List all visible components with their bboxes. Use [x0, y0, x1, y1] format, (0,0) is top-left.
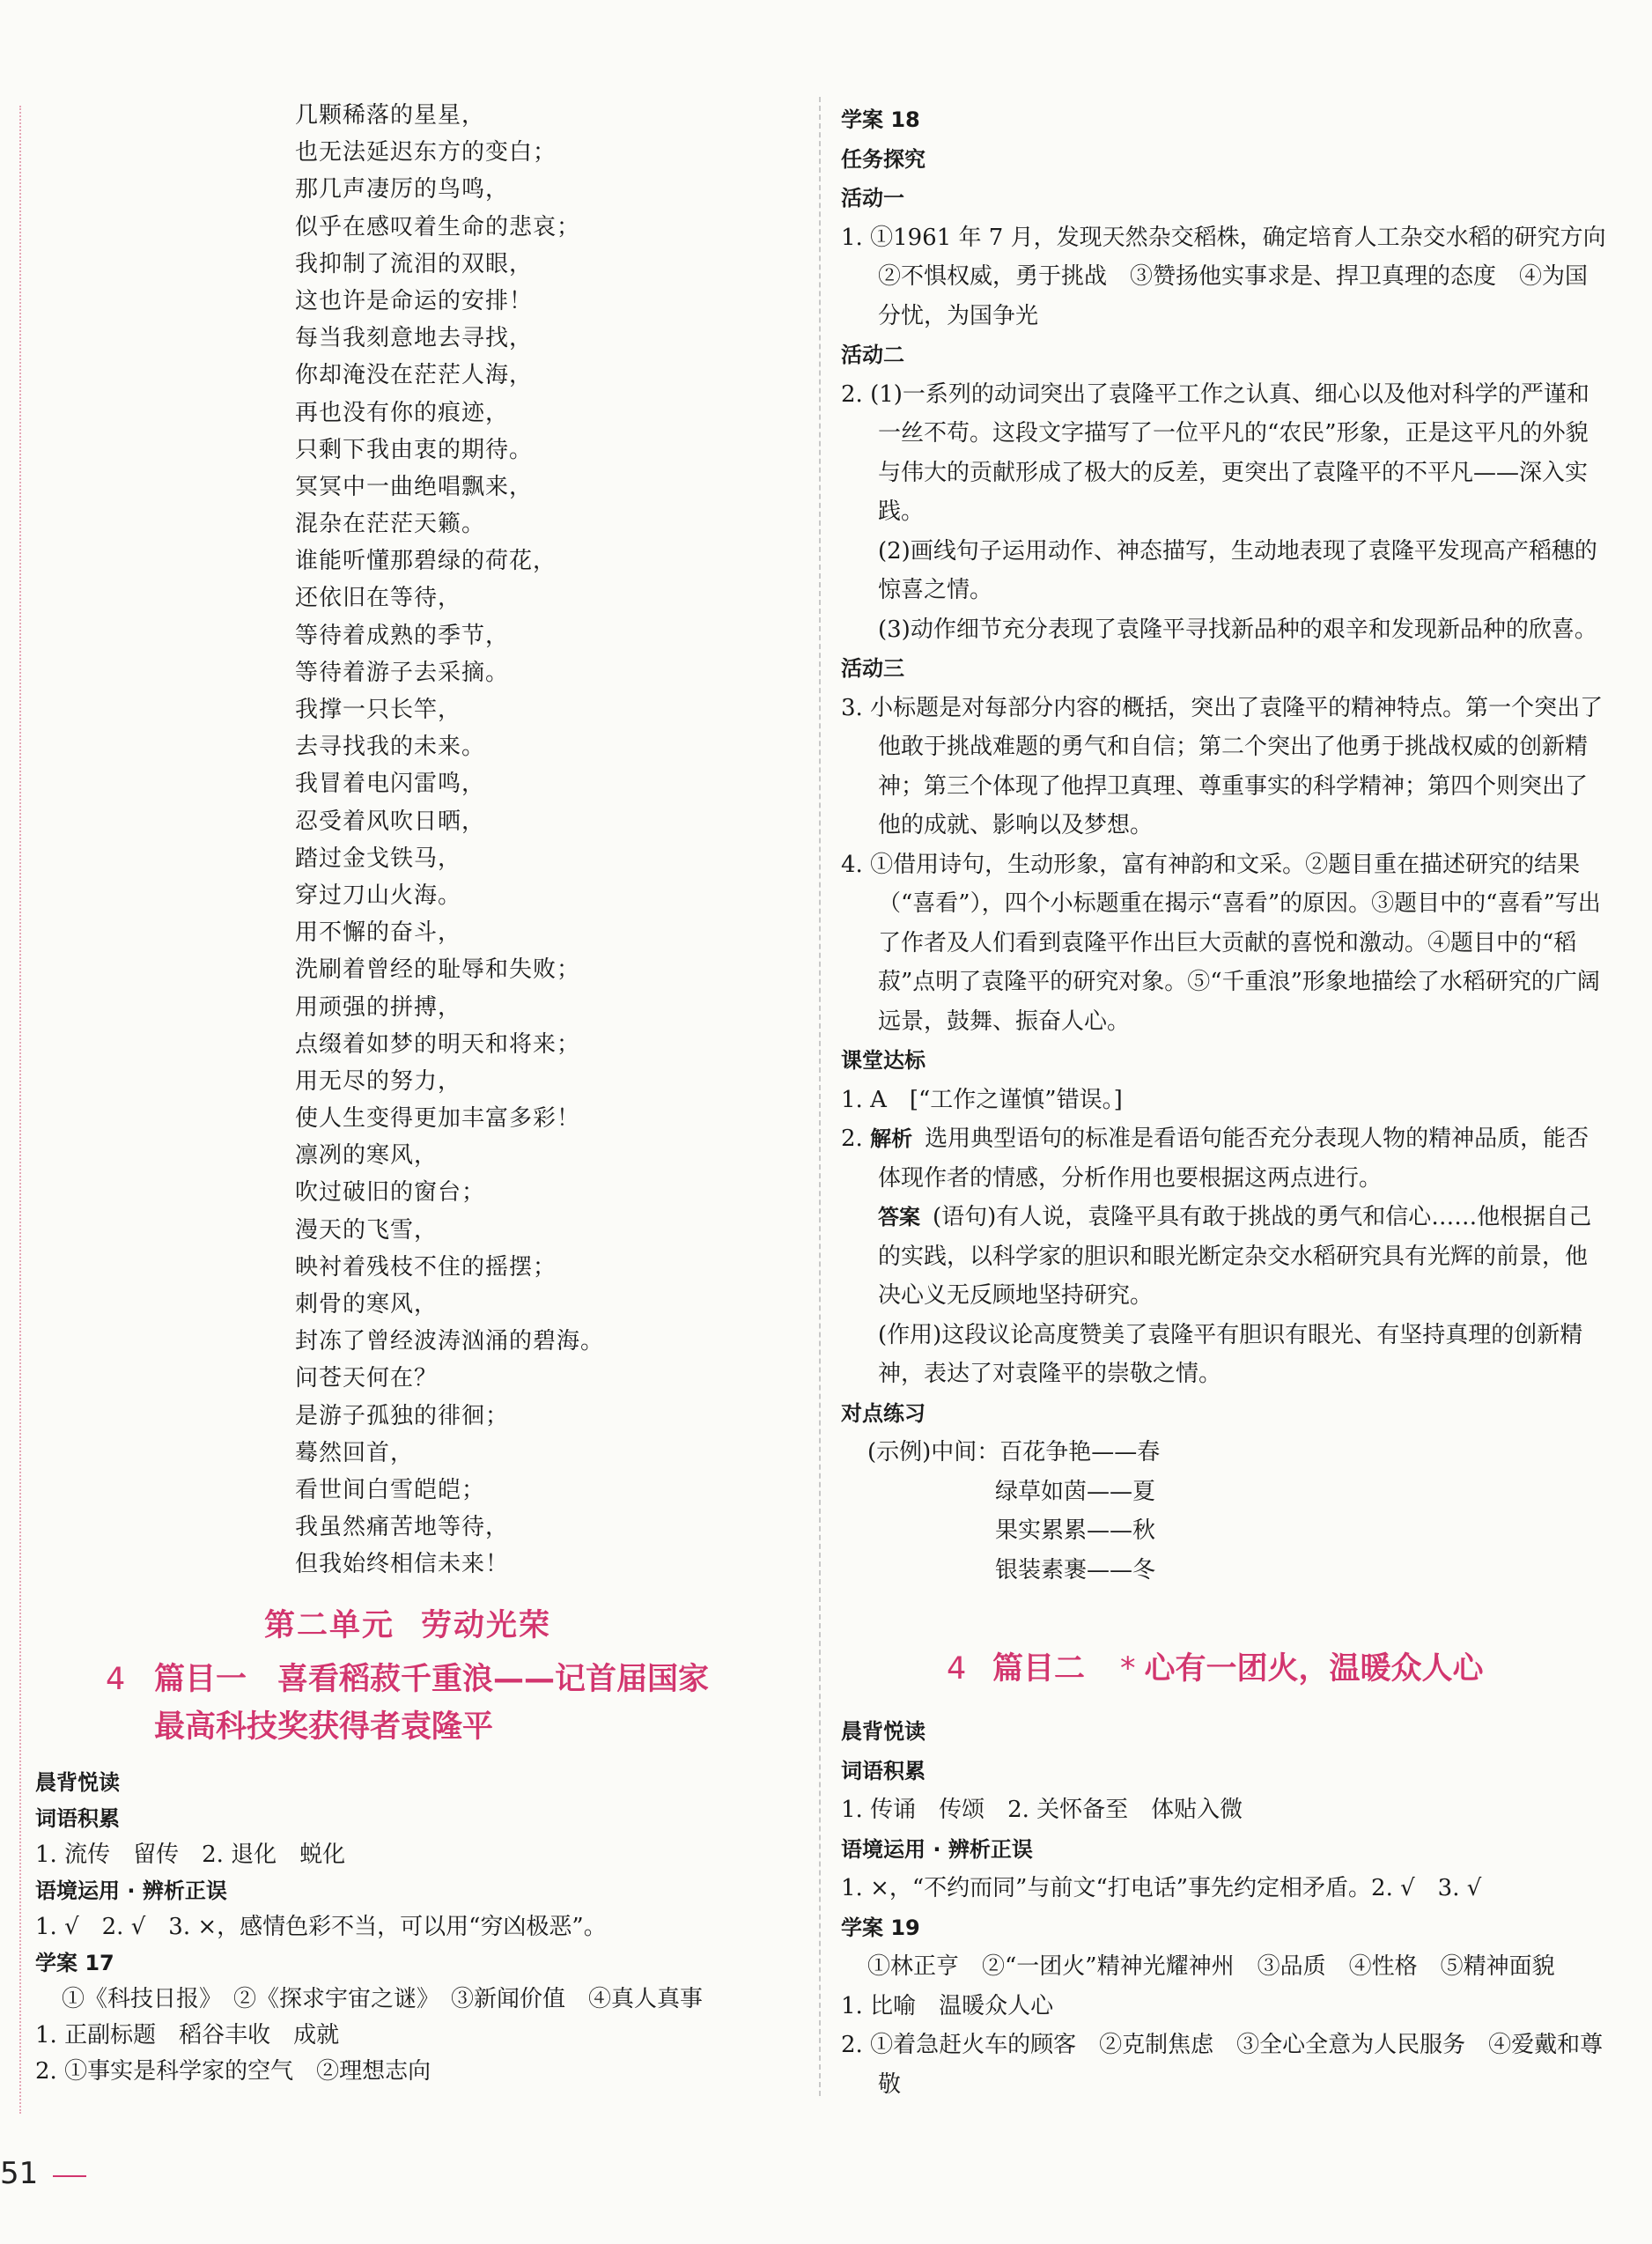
answer-paragraph: 3. 小标题是对每部分内容的概括，突出了袁隆平的精神特点。第一个突出了他敢于挑战难题的勇气和自信；第二个突出了他勇于挑战权威的创新精神；第三个体现了他捍卫真理、尊重事实的科学精神；第四个则突出了他的成就、影响以及梦想。	[841, 694, 1604, 838]
column-divider	[819, 97, 821, 2096]
answer-line: 1. ①1961 年 7 月，发现天然杂交稻株，确定培育人工杂交水稻的研究方向	[841, 224, 1606, 251]
poem-line: 漫天的飞雪，	[295, 1216, 439, 1244]
answer-line: 1. √ 2. √ 3. ×，感情色彩不当，可以用“穷凶极恶”。	[35, 1914, 607, 1940]
answer-line: 2. ①着急赶火车的顾客 ②克制焦虑 ③全心全意为人民服务 ④爱戴和尊敬	[841, 2032, 1604, 2098]
poem-line: 穿过刀山火海。	[295, 882, 462, 909]
poem-line: 似乎在感叹着生命的悲哀；	[295, 213, 581, 240]
lesson-4-part2-title	[947, 1645, 1616, 1693]
answer-line: ②不惧权威，勇于挑战 ③赞扬他实事求是、捍卫真理的态度 ④为国	[878, 263, 1589, 290]
answer-text: (语句)有人说，袁隆平具有敢于挑战的勇气和信心……他根据自己的实践，以科学家的胆识和眼光断定杂交水稻研究具有光辉的前景，他决心义无反顾地坚持研究。	[878, 1204, 1592, 1309]
poem-line: 用顽强的拼搏，	[295, 993, 462, 1021]
poem-line: 吹过破旧的窗台；	[295, 1179, 486, 1207]
poem-line: 用无尽的努力，	[295, 1067, 462, 1095]
poem-line: 映衬着残枝不住的摇摆；	[295, 1253, 557, 1281]
poem-line: 每当我刻意地去寻找，	[295, 325, 534, 352]
poem-line: 等待着游子去采摘。	[295, 659, 510, 686]
poem-line: 我撑一只长竿，	[295, 697, 462, 723]
poem	[295, 97, 788, 1583]
study-case-heading: 学案 17	[35, 1951, 114, 1975]
lesson-title-line2: 最高科技奖获得者袁隆平	[154, 1709, 494, 1745]
study-case-heading: 学案 19	[841, 1915, 920, 1940]
section-heading: 任务探究	[841, 146, 926, 172]
example-item: 绿草如茵——夏	[995, 1478, 1156, 1505]
analysis-tag: 解析	[870, 1126, 913, 1151]
answer-line: 1. 比喻 温暖众人心	[841, 1992, 1054, 2019]
page-number: 51	[0, 2156, 39, 2191]
poem-line: 冥冥中一曲绝唱飘来，	[295, 473, 534, 500]
poem-line: 是游子孤独的徘徊；	[295, 1402, 510, 1429]
example-line	[841, 1433, 1607, 1473]
activity-heading: 活动二	[841, 343, 904, 367]
answer-line: 1. ×，“不约而同”与前文“打电话”事先约定相矛盾。2. √ 3. √	[841, 1875, 1482, 1901]
answer-tag: 答案	[878, 1205, 920, 1229]
section-heading: 语境运用 · 辨析正误	[35, 1879, 227, 1903]
example-item: 百花争艳——春	[999, 1439, 1161, 1465]
poem-line: 还依旧在等待，	[295, 585, 462, 612]
lesson-number: 4	[106, 1662, 126, 1697]
answer-paragraph	[841, 1198, 1607, 1316]
poem-line: 问苍天何在？	[295, 1365, 439, 1392]
section-heading: 词语积累	[841, 1758, 926, 1783]
section-heading: 课堂达标	[841, 1048, 926, 1073]
lesson-part: 篇目二	[992, 1651, 1086, 1687]
page-number-dash	[53, 2175, 86, 2177]
poem-line: 踏过金戈铁马，	[295, 845, 462, 872]
answer-paragraph: (2)画线句子运用动作、神态描写，生动地表现了袁隆平发现高产稻穗的惊喜之情。	[878, 537, 1597, 603]
poem-line: 蓦然回首，	[295, 1439, 415, 1466]
analysis-text: 选用典型语句的标准是看语句能否充分表现人物的精神品质，能否体现作者的情感，分析作用也要根据这两点进行。	[878, 1126, 1589, 1192]
poem-line: 洗刷着曾经的耻辱和失败；	[295, 956, 581, 984]
poem-line: 这也许是命运的安排！	[295, 287, 534, 314]
section-heading: 晨背悦读	[35, 1770, 120, 1795]
analysis-paragraph	[841, 1119, 1607, 1198]
unit-number: 第二单元	[264, 1608, 395, 1643]
left-bottom-section	[35, 1765, 793, 2090]
answer-line: ①林正亨 ②“一团火”精神光耀神州 ③品质 ④性格 ⑤精神面貌	[867, 1953, 1555, 1980]
right-bottom-section	[841, 1712, 1607, 2104]
unit-name: 劳动光荣	[421, 1608, 552, 1643]
answer-line: 1. 正副标题 稻谷丰收 成就	[35, 2022, 340, 2048]
poem-line: 那几声凄厉的鸟鸣，	[295, 176, 510, 203]
section-heading: 晨背悦读	[841, 1719, 926, 1744]
study-case-heading: 学案 18	[841, 107, 920, 132]
activity-heading: 活动三	[841, 656, 904, 681]
answer-line: 分忧，为国争光	[878, 302, 1039, 329]
section-heading: 语境运用 · 辨析正误	[841, 1836, 1033, 1862]
poem-line: 再也没有你的痕迹，	[295, 399, 510, 426]
poem-line: 但我始终相信未来！	[295, 1551, 510, 1578]
margin-line	[19, 106, 21, 2114]
example-item: 银装素裹——冬	[995, 1556, 1156, 1583]
answer-line: 1. A [“工作之谨慎”错误。]	[841, 1086, 1123, 1113]
poem-line: 用不懈的奋斗，	[295, 919, 462, 947]
section-heading: 对点练习	[841, 1400, 926, 1426]
item-number: 2.	[841, 1126, 863, 1152]
poem-line: 使人生变得更加丰富多彩！	[295, 1105, 581, 1133]
poem-line: 也无法延迟东方的变白；	[295, 139, 557, 166]
poem-line: 看世间白雪皑皑；	[295, 1476, 486, 1503]
lesson-title-text: 心有一团火，温暖众人心	[1144, 1651, 1484, 1687]
answer-paragraph: 4. ①借用诗句，生动形象，富有神韵和文采。②题目重在描述研究的结果（“喜看”），四个小标题重在揭示“喜看”的原因。③题目中的“喜看”写出了作者及人们看到袁隆平作出巨大贡献的喜悦和激动。④题目中的“稻菽”点明了袁隆平的研究对象。⑤“千重浪”形象地描绘了水稻研究的广阔远景，鼓舞、振奋人心。	[841, 851, 1601, 1035]
poem-line: 忍受着风吹日晒，	[295, 808, 486, 835]
poem-line: 谁能听懂那碧绿的荷花，	[295, 548, 557, 575]
activity-heading: 活动一	[841, 186, 904, 210]
poem-line: 凛冽的寒风，	[295, 1142, 439, 1170]
lesson-title-line1: 篇目一 喜看稻菽千重浪——记首届国家	[154, 1662, 710, 1697]
answer-paragraph: 2. (1)一系列的动词突出了袁隆平工作之认真、细心以及他对科学的严谨和一丝不苟。这段文字描写了一位平凡的“农民”形象，正是这平凡的外貌与伟大的贡献形成了极大的反差，更突出了袁隆平的不平凡——深入实践。	[841, 380, 1589, 525]
lesson-4-part1-title	[106, 1656, 793, 1751]
answer-paragraph: (作用)这段议论高度赞美了袁隆平有胆识有眼光、有坚持真理的创新精神，表达了对袁隆平的崇敬之情。	[878, 1321, 1583, 1387]
poem-line: 混杂在茫茫天籁。	[295, 511, 486, 538]
example-prefix: (示例)中间：	[867, 1439, 1000, 1465]
answer-line: 2. ①事实是科学家的空气 ②理想志向	[35, 2058, 431, 2085]
poem-line: 去寻找我的未来。	[295, 734, 486, 761]
poem-line: 刺骨的寒风，	[295, 1291, 439, 1318]
poem-line: 我冒着电闪雷鸣，	[295, 771, 486, 798]
poem-line: 点缀着如梦的明天和将来；	[295, 1030, 581, 1058]
star-mark: *	[1120, 1651, 1136, 1687]
poem-line: 几颗稀落的星星，	[295, 102, 486, 129]
right-top-section	[841, 100, 1607, 1590]
answer-line: ①《科技日报》 ②《探求宇宙之谜》 ③新闻价值 ④真人真事	[62, 1986, 704, 2012]
poem-line: 等待着成熟的季节，	[295, 622, 510, 649]
section-heading: 词语积累	[35, 1806, 120, 1831]
poem-line: 只剩下我由衷的期待。	[295, 436, 534, 463]
answer-paragraph: (3)动作细节充分表现了袁隆平寻找新品种的艰辛和发现新品种的欣喜。	[878, 616, 1597, 643]
poem-line: 我虽然痛苦地等待，	[295, 1514, 510, 1541]
poem-line: 我抑制了流泪的双眼，	[295, 250, 534, 277]
lesson-number: 4	[947, 1651, 967, 1687]
answer-line: 1. 传诵 传颂 2. 关怀备至 体贴入微	[841, 1797, 1243, 1823]
unit-title	[264, 1601, 704, 1645]
poem-line: 封冻了曾经波涛汹涌的碧海。	[295, 1328, 605, 1355]
answer-line: 1. 流传 留传 2. 退化 蜕化	[35, 1842, 346, 1868]
poem-line: 你却淹没在茫茫人海，	[295, 362, 534, 389]
example-item: 果实累累——秋	[995, 1517, 1156, 1544]
